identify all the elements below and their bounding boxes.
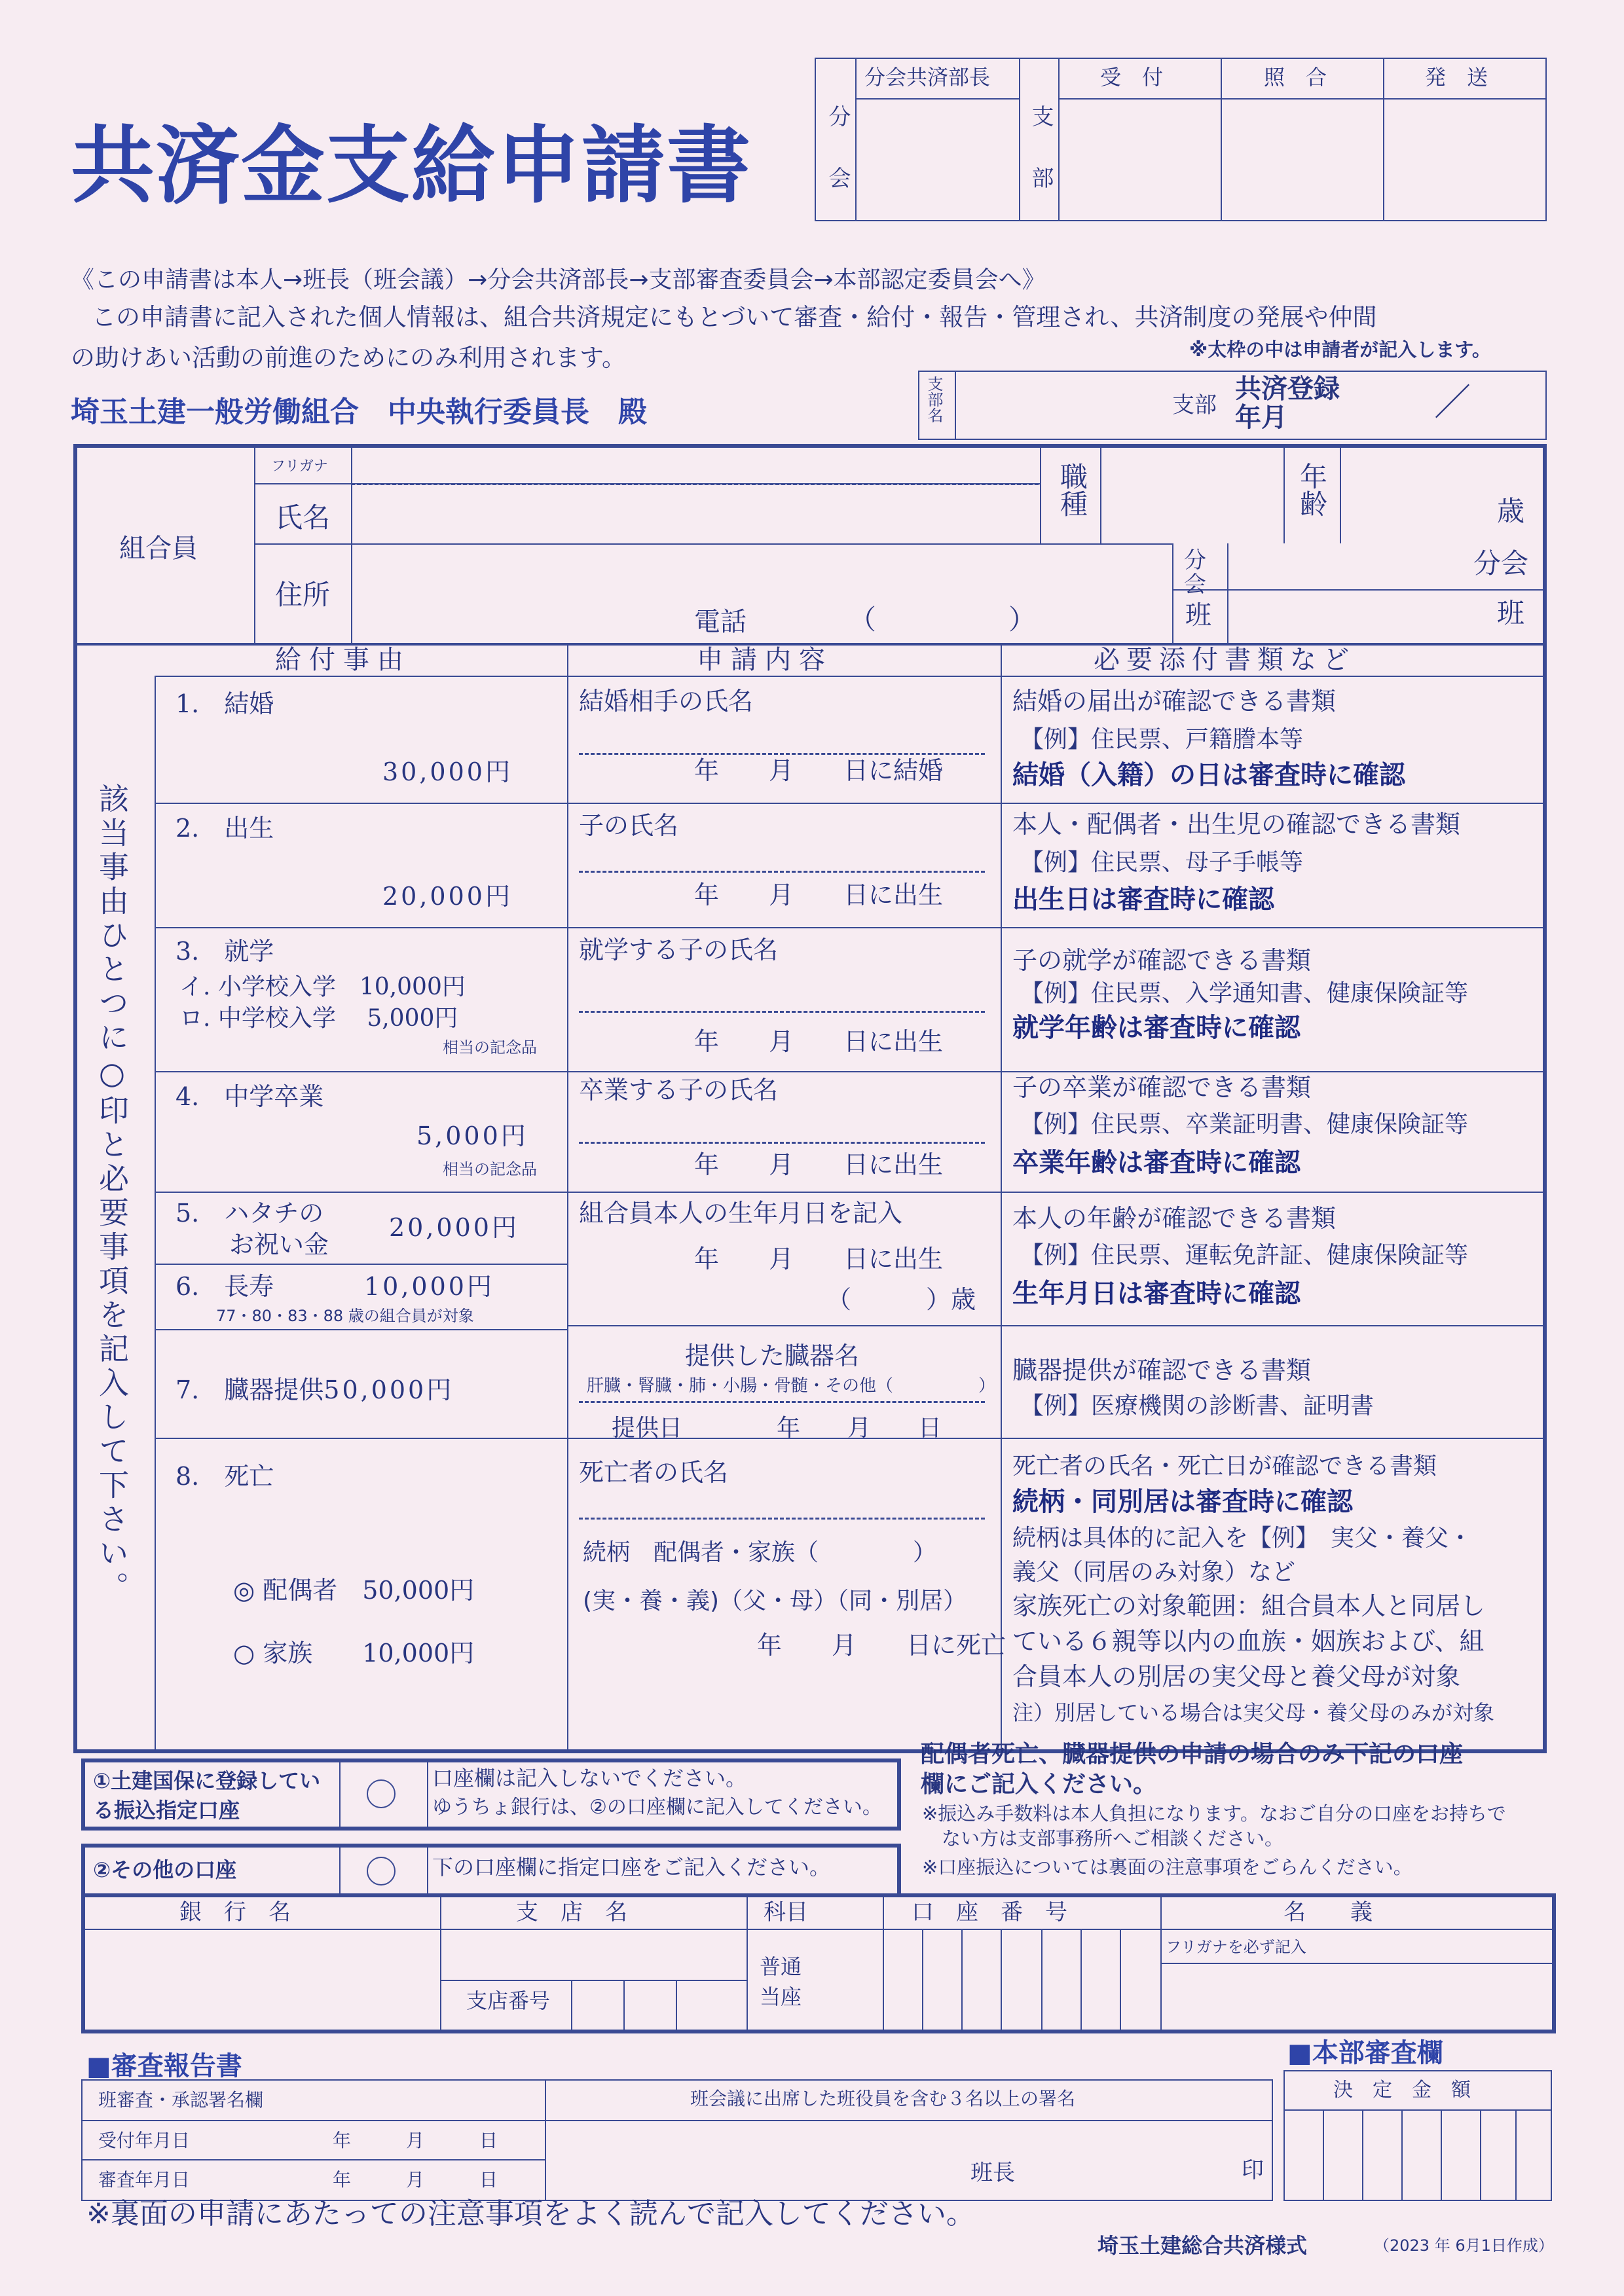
bunkai-label <box>1184 549 1217 598</box>
row8-content-2: 年 月 日に死亡 <box>757 1631 1006 1660</box>
row8-relation-2: (実・養・義)（父・母）（同・別居） <box>583 1588 967 1614</box>
review-title: ■審査報告書 <box>86 2051 242 2081</box>
row5-content-2: 年 月 日に出生 <box>694 1245 944 1273</box>
row5-content-1: 組合員本人の生年月日を記入 <box>579 1199 903 1228</box>
thick-frame-note: ※太枠の中は申請者が記入します。 <box>1189 338 1491 361</box>
row8-doc-2: 続柄・同別居は審査時に確認 <box>1012 1487 1353 1517</box>
bank-right-1: 配偶者死亡、臓器提供の申請の場合のみ下記の口座 <box>921 1741 1464 1768</box>
han-unit: 班 <box>1497 597 1525 629</box>
row3-doc-1: 子の就学が確認できる書類 <box>1012 946 1312 975</box>
stamp-bunkai-label: 分会 <box>824 105 851 228</box>
bunkai-unit: 分会 <box>1473 547 1529 579</box>
row8-doc-7: 合員本人の別居の実父母と養父母が対象 <box>1012 1662 1461 1691</box>
row7-organs: 肝臓・腎臓・肺・小腸・骨髄・その他（ ） <box>587 1376 996 1396</box>
row5-doc-3: 生年月日は審査時に確認 <box>1012 1279 1301 1309</box>
row1-reason: 1. 結婚 <box>175 689 274 718</box>
col-bank: 銀 行 名 <box>179 1899 291 1925</box>
bank-right-4: ない方は支部事務所へご相談ください。 <box>942 1827 1284 1850</box>
review-reviewed-date: 年 月 日 <box>333 2169 498 2191</box>
review-meeting: 班会議に出席した班役員を含む３名以上の署名 <box>690 2088 1076 2109</box>
row3-doc-3: 就学年齢は審査時に確認 <box>1012 1013 1301 1043</box>
stamp-bunkai-kyosai-label: 分会共済部長 <box>864 65 991 90</box>
row8-family: ○ 家族 10,000円 <box>233 1639 475 1667</box>
review-seal: 印 <box>1242 2157 1264 2183</box>
page-title: 共済金支給申請書 <box>71 117 752 215</box>
phone-paren-close: ） <box>1008 604 1037 636</box>
row4-content-2: 年 月 日に出生 <box>694 1150 944 1179</box>
review-han-sign: 班審査・承認署名欄 <box>98 2089 264 2111</box>
furigana-note: フリガナを必ず記入 <box>1166 1938 1306 1956</box>
age-label <box>1296 462 1328 517</box>
row7-reason-text: 7. 臓器提供 <box>175 1376 324 1404</box>
head-docs: 必要添付書類など <box>1094 645 1356 675</box>
row5-doc-1: 本人の年齢が確認できる書類 <box>1012 1204 1337 1233</box>
col-branch: 支 店 名 <box>516 1899 627 1925</box>
row5-reason-2: お祝い金 <box>229 1230 329 1259</box>
row2-content-1: 子の氏名 <box>579 811 679 840</box>
row3-reason: 3. 就学 <box>175 937 274 966</box>
row1-content-1: 結婚相手の氏名 <box>579 687 754 716</box>
row3-doc-2: 【例】住民票、入学通知書、健康保険証等 <box>1020 980 1469 1007</box>
row4-memo: 相当の記念品 <box>443 1160 537 1178</box>
kind-1: 普通 <box>760 1954 802 1979</box>
col-kind: 科目 <box>764 1899 808 1925</box>
footer-notice: ※裏面の申請にあたっての注意事項をよく読んで記入してください。 <box>86 2197 975 2231</box>
name-label: 氏名 <box>275 501 331 534</box>
review-received: 受付年月日 <box>98 2130 191 2151</box>
row2-doc-2: 【例】住民票、母子手帳等 <box>1020 849 1304 876</box>
row2-reason: 2. 出生 <box>175 814 274 843</box>
register-kyosai-toroku-text: 共済登録年月 <box>1235 374 1340 433</box>
bank-right-2: 欄にご記入ください。 <box>921 1771 1157 1798</box>
footer-form-name: 埼玉土建総合共済様式 <box>1098 2233 1308 2258</box>
row8-reason: 8. 死亡 <box>175 1462 274 1491</box>
row3-content-2: 年 月 日に出生 <box>694 1027 944 1056</box>
row1-content-2: 年 月 日に結婚 <box>694 756 944 785</box>
register-shibu: 支部 <box>1172 392 1217 418</box>
row8-doc-3: 続柄は具体的に記入を【例】 実父・養父・ <box>1012 1525 1473 1552</box>
bank-option-1-radio[interactable] <box>367 1779 396 1808</box>
stamp-hasso-label: 発 送 <box>1425 65 1488 90</box>
row8-relation-1: 続柄 配偶者・家族（ ） <box>583 1539 937 1566</box>
row4-doc-2: 【例】住民票、卒業証明書、健康保険証等 <box>1020 1111 1469 1138</box>
age-unit: 歳 <box>1497 495 1525 527</box>
kind-2: 当座 <box>760 1984 802 2009</box>
row2-content-2: 年 月 日に出生 <box>694 881 944 909</box>
row1-doc-1: 結婚の届出が確認できる書類 <box>1012 687 1337 716</box>
privacy-line-1: この申請書に記入された個人情報は、組合共済規定にもとづいて審査・給付・報告・管理され、共済制度の発展や仲間 <box>92 303 1377 331</box>
row3-content-1: 就学する子の氏名 <box>579 936 779 964</box>
privacy-line-2: の助けあい活動の前進のためにのみ利用されます。 <box>71 344 627 372</box>
row3-sub-1: イ. 小学校入学 10,000円 <box>179 974 466 1000</box>
job-label <box>1058 462 1086 517</box>
footer-form-date: （2023 年 6月1日作成） <box>1374 2236 1554 2255</box>
bank-option-1-label <box>93 1766 335 1825</box>
col-holder: 名 義 <box>1283 1899 1373 1925</box>
side-instruction: 該当事由ひとつに○印と必要事項を記入して下さい。 <box>94 783 130 1605</box>
bank-option-1-note-2: ゆうちょ銀行は、②の口座欄に記入してください。 <box>432 1796 882 1819</box>
member-section-label: 組合員 <box>119 534 198 564</box>
row5-amount: 20,000円 <box>389 1213 519 1242</box>
row1-doc-3: 結婚（入籍）の日は審査時に確認 <box>1012 760 1405 790</box>
row2-doc-3: 出生日は審査時に確認 <box>1012 884 1274 915</box>
review-received-date: 年 月 日 <box>333 2130 498 2151</box>
row7-doc-1: 臓器提供が確認できる書類 <box>1012 1356 1312 1385</box>
bunkai-label-text: 分会 <box>1184 547 1206 598</box>
han-label: 班 <box>1185 600 1211 630</box>
hq-title: ■本部審査欄 <box>1287 2038 1443 2068</box>
head-reason: 給付事由 <box>275 645 411 675</box>
stamp-shibu-label: 支部 <box>1027 105 1054 228</box>
bank-right-3: ※振込み手数料は本人負担になります。なおご自分の口座をお持ちで <box>922 1802 1506 1825</box>
row6-memo: 77・80・83・88 歳の組合員が対象 <box>216 1307 474 1325</box>
row1-amount: 30,000円 <box>382 757 513 786</box>
row6-amount: 10,000円 <box>364 1272 494 1301</box>
stamp-shogo-label: 照 合 <box>1264 65 1327 90</box>
row4-doc-3: 卒業年齢は審査時に確認 <box>1012 1148 1301 1178</box>
furigana-label: フリガナ <box>271 458 328 475</box>
row4-content-1: 卒業する子の氏名 <box>579 1076 779 1104</box>
row2-doc-1: 本人・配偶者・出生児の確認できる書類 <box>1012 810 1461 839</box>
row7-content-1: 提供した臓器名 <box>685 1341 860 1370</box>
row3-sub-2: ロ. 中学校入学 5,000円 <box>179 1005 458 1032</box>
row4-amount: 5,000円 <box>416 1121 528 1150</box>
row8-doc-6: ている６親等以内の血族・姻族および、組 <box>1012 1627 1485 1656</box>
age-label-text: 年齢 <box>1296 462 1328 517</box>
row2-amount: 20,000円 <box>382 882 513 911</box>
flow-note: 《この申請書は本人→班長（班会議）→分会共済部長→支部審査委員会→本部認定委員会へ》 <box>71 266 1046 293</box>
head-content: 申請内容 <box>697 645 833 675</box>
stamp-uketsuke-label: 受 付 <box>1100 65 1164 90</box>
row5-reason: 5. ハタチの <box>175 1199 324 1228</box>
row7-doc-2: 【例】医療機関の診断書、証明書 <box>1020 1393 1375 1419</box>
register-slash: ／ <box>1434 382 1471 424</box>
register-shibu-mei: 支部名 <box>925 376 943 423</box>
row8-doc-4: 義父（同居のみ対象）など <box>1012 1559 1296 1586</box>
row4-reason: 4. 中学卒業 <box>175 1082 324 1111</box>
phone-paren-open: （ <box>849 604 877 636</box>
row4-doc-1: 子の卒業が確認できる書類 <box>1012 1073 1312 1102</box>
bank-option-2-radio[interactable] <box>367 1857 396 1886</box>
bank-option-1-note-1: 口座欄は記入しないでください。 <box>432 1766 747 1791</box>
bank-option-1-label-text: ①土建国保に登録している振込指定口座 <box>93 1768 321 1823</box>
row1-doc-2: 【例】住民票、戸籍謄本等 <box>1020 726 1304 753</box>
row8-content-1: 死亡者の氏名 <box>579 1458 729 1487</box>
job-label-text: 職種 <box>1056 462 1088 517</box>
branch-no-label: 支店番号 <box>466 1988 551 2013</box>
row7-reason <box>175 1377 454 1402</box>
row8-doc-8: 注）別居している場合は実父母・養父母のみが対象 <box>1012 1700 1495 1725</box>
register-kyosai-toroku <box>1235 374 1340 432</box>
address-label: 住所 <box>275 579 331 611</box>
row6-reason: 6. 長寿 <box>175 1272 274 1301</box>
bank-option-2-note: 下の口座欄に指定口座をご記入ください。 <box>432 1855 831 1880</box>
col-number: 口 座 番 号 <box>912 1899 1067 1925</box>
hq-decided-amount: 決 定 金 額 <box>1333 2079 1471 2102</box>
row3-memo: 相当の記念品 <box>443 1038 537 1057</box>
bank-right-5: ※口座振込については裏面の注意事項をごらんください。 <box>922 1856 1412 1878</box>
phone-label: 電話 <box>694 607 747 637</box>
row7-provide-date: 提供日 年 月 日 <box>612 1415 942 1442</box>
row8-doc-5: 家族死亡の対象範囲：組合員本人と同居し <box>1012 1592 1486 1620</box>
review-reviewed: 審査年月日 <box>98 2169 191 2191</box>
bank-option-2-label: ②その他の口座 <box>93 1857 237 1882</box>
row5-doc-2: 【例】住民票、運転免許証、健康保険証等 <box>1020 1242 1469 1269</box>
review-hancho: 班長 <box>970 2160 1015 2186</box>
row6-content-2: （ ）歳 <box>826 1285 976 1314</box>
row8-doc-1: 死亡者の氏名・死亡日が確認できる書類 <box>1012 1453 1437 1480</box>
addressee: 埼玉土建一般労働組合 中央執行委員長 殿 <box>71 395 647 429</box>
row8-spouse: ◎ 配偶者 50,000円 <box>233 1576 475 1605</box>
row7-amount: 50,000円 <box>323 1376 454 1404</box>
